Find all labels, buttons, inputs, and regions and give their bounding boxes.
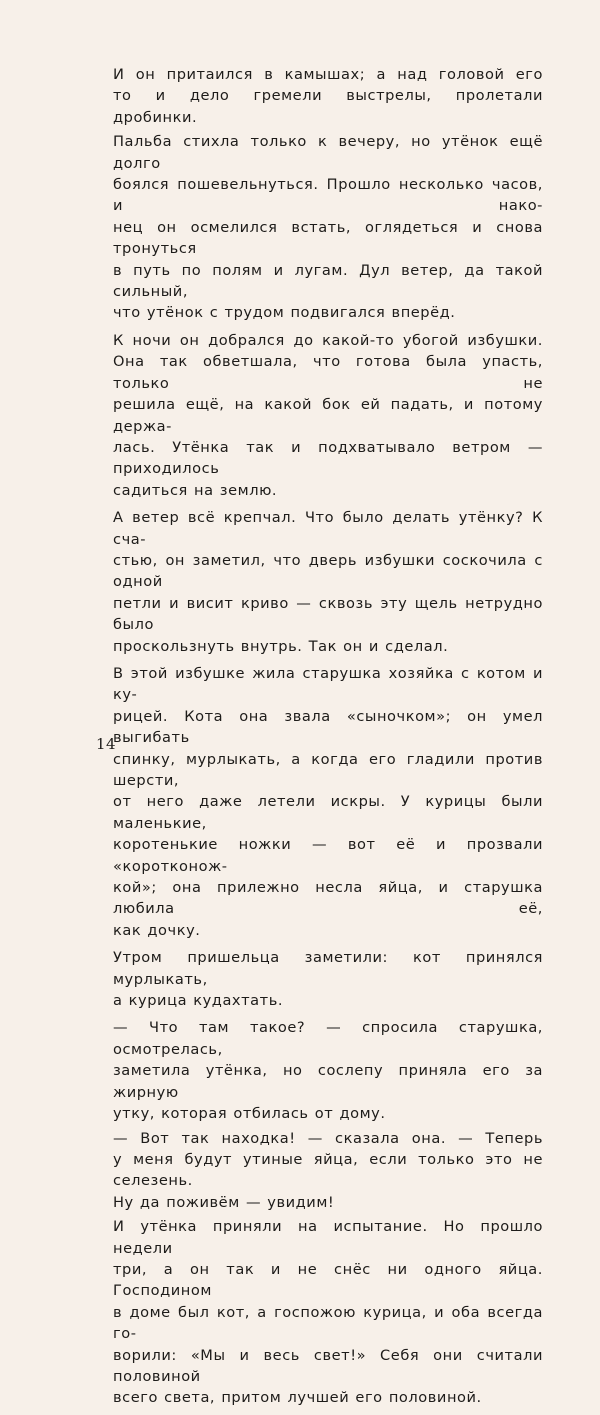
text-line: кой»; она прилежно несла яйца, и старушка любила её, [113, 879, 543, 918]
paragraph [113, 1216, 543, 1409]
text-line: от него даже летели искры. У курицы были маленькие, [113, 793, 543, 832]
text-line: петли и висит криво — сквозь эту щель нетрудно было [113, 594, 543, 634]
text-line: Ну да поживём — увидим! [113, 1193, 335, 1211]
text-line: — Вот так находка! — сказала она. — Теперь [113, 1129, 543, 1147]
text-line: коротенькие ножки — вот её и прозвали «коротконож- [113, 836, 543, 875]
text-line: А ветер всё крепчал. Что было делать утёнку? К сча- [113, 509, 543, 548]
paragraph [113, 663, 543, 941]
text-line: стью, он заметил, что дверь избушки соскочила с одной [113, 551, 543, 591]
story-text [113, 64, 543, 1415]
paragraph [113, 64, 543, 128]
paragraph [113, 1128, 543, 1214]
text-line: боялся пошевельнуться. Прошло несколько часов, и нако- [113, 176, 543, 215]
text-line: в доме был кот, а госпожою курица, и оба всегда го- [113, 1303, 543, 1343]
text-line: — Что там такое? — спросила старушка, осмотрелась, [113, 1019, 543, 1058]
paragraph [113, 131, 543, 324]
text-line: И утёнка приняли на испытание. Но прошло недели [113, 1218, 543, 1257]
text-line: как дочку. [113, 921, 201, 939]
text-line: проскользнуть внутрь. Так он и сделал. [113, 637, 449, 655]
text-line: И он притаился в камышах; а над головой его [113, 66, 543, 83]
text-line: у меня будут утиные яйца, если только это не селезень. [113, 1150, 543, 1190]
text-line: К ночи он добрался до какой-то убогой избушки. [113, 331, 543, 349]
text-line: Утром пришельца заметили: кот принялся мурлыкать, [113, 949, 543, 988]
text-line: спинку, мурлыкать, а когда его гладили против шерсти, [113, 750, 543, 789]
text-line: а курица кудахтать. [113, 992, 284, 1010]
text-line: утку, которая отбилась от дому. [113, 1105, 386, 1123]
text-line: В этой избушке жила старушка хозяйка с котом и ку- [113, 664, 543, 704]
text-line: ворили: «Мы и весь свет!» Себя они считали половиной [113, 1346, 543, 1385]
text-line: то и дело гремели выстрелы, пролетали дробинки. [113, 87, 543, 126]
text-line: решила ещё, на какой бок ей падать, и потому держа- [113, 396, 543, 435]
text-line: садиться на землю. [113, 481, 278, 499]
text-line: нец он осмелился встать, оглядеться и снова тронуться [113, 218, 543, 258]
text-line: рицей. Кота она звала «сыночком»; он умел выгибать [113, 707, 543, 747]
paragraph [113, 1017, 543, 1124]
text-line: Пальба стихла только к вечеру, но утёнок ещё долго [113, 133, 543, 172]
text-line: заметила утёнка, но сослепу приняла его за жирную [113, 1062, 543, 1101]
paragraph [113, 507, 543, 657]
text-line: в путь по полям и лугам. Дул ветер, да такой сильный, [113, 261, 543, 301]
text-line: что утёнок с трудом подвигался вперёд. [113, 304, 456, 322]
text-line: лась. Утёнка так и подхватывало ветром — приходилось [113, 438, 543, 478]
paragraph [113, 330, 543, 501]
text-line: всего света, притом лучшей его половиной. [113, 1389, 482, 1407]
page-number: 14 [96, 735, 117, 753]
paragraph [113, 947, 543, 1011]
text-line: три, а он так и не снёс ни одного яйца. Господином [113, 1260, 543, 1300]
text-line: Она так обветшала, что готова была упасть, только не [113, 353, 543, 392]
